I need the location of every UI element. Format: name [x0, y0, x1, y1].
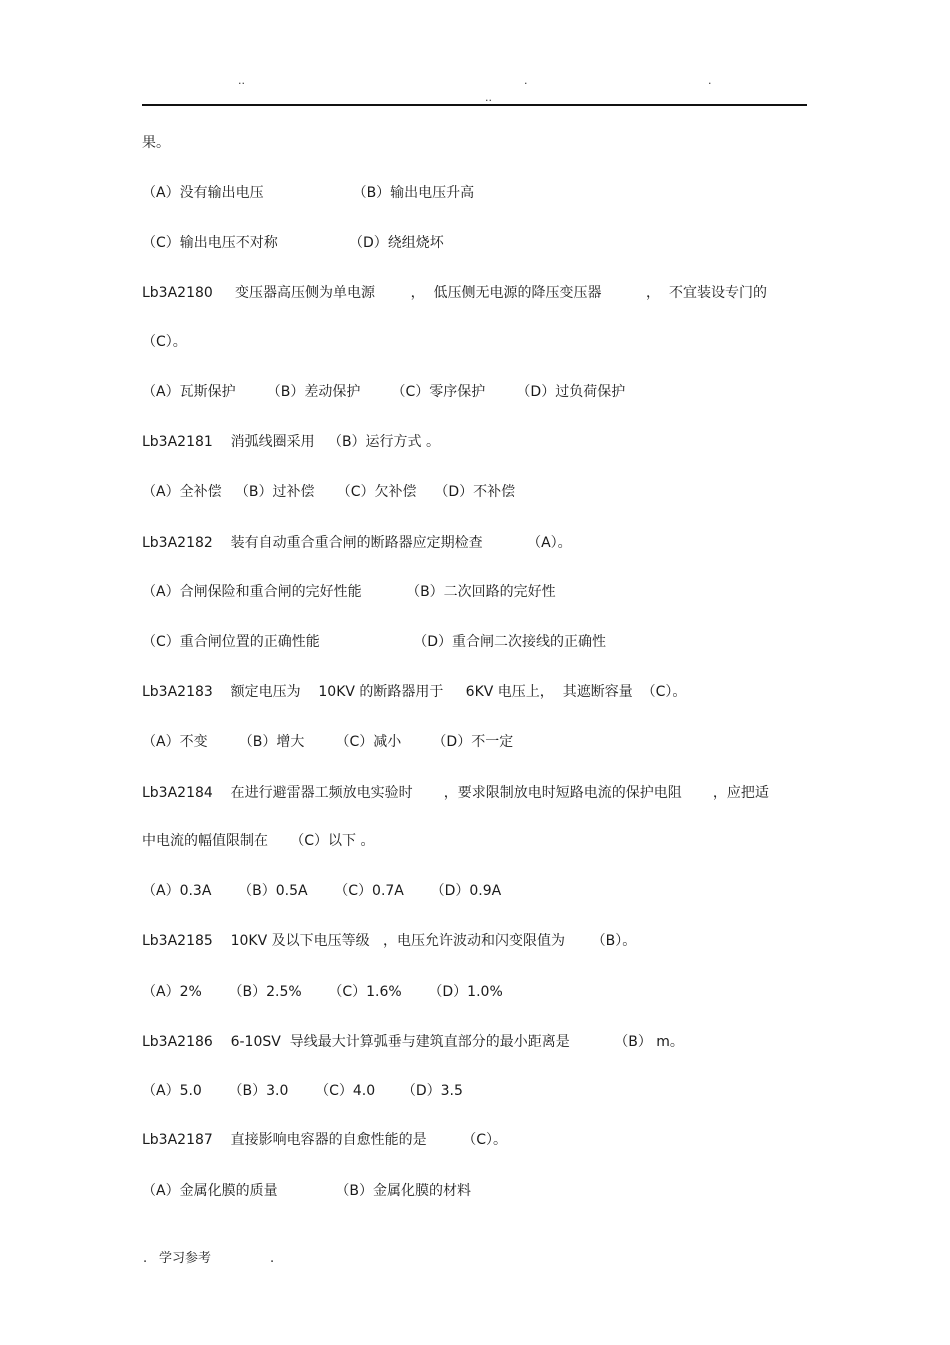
header-mark-left: ..: [238, 74, 245, 87]
text-line: （C）重合闸位置的正确性能 （D）重合闸二次接线的正确性: [142, 634, 607, 650]
text-line: 果。: [142, 135, 170, 151]
text-line: （A）合闸保险和重合闸的完好性能 （B）二次回路的完好性: [142, 584, 556, 600]
header-mark-right: .: [708, 74, 712, 87]
footer-text: 学习参考: [159, 1251, 212, 1266]
question-line: Lb3A2186 6-10SV 导线最大计算弧垂与建筑直部分的最小距离是 （B） m。: [142, 1034, 684, 1050]
text-line: （A）金属化膜的质量 （B）金属化膜的材料: [142, 1183, 472, 1199]
question-line: Lb3A2183 额定电压为 10KV 的断路器用于 6KV 电压上， 其遮断容量 （C）。: [142, 684, 687, 700]
text-line: （A）没有输出电压 （B）输出电压升高: [142, 185, 475, 201]
header-rule: [142, 104, 807, 106]
question-line: Lb3A2181 消弧线圈采用 （B）运行方式 。: [142, 434, 441, 450]
footer-dot-left: .: [143, 1251, 148, 1266]
header-mark-lower: ..: [485, 91, 492, 104]
text-line: （A）0.3A （B）0.5A （C）0.7A （D）0.9A: [142, 883, 502, 899]
question-line: Lb3A2180 变压器高压侧为单电源 ， 低压侧无电源的降压变压器 ， 不宜装设专门的: [142, 285, 767, 301]
question-line: Lb3A2187 直接影响电容器的自愈性能的是 （C）。: [142, 1132, 507, 1148]
text-line: （A）5.0 （B）3.0 （C）4.0 （D）3.5: [142, 1083, 463, 1099]
text-line: （A）不变 （B）增大 （C）减小 （D）不一定: [142, 734, 514, 750]
question-line: Lb3A2184 在进行避雷器工频放电实验时 ，要求限制放电时短路电流的保护电阻 ，应把适: [142, 785, 769, 801]
text-line: （A）2% （B）2.5% （C）1.6% （D）1.0%: [142, 984, 503, 1000]
footer-dot-right: .: [270, 1251, 275, 1266]
question-line: Lb3A2182 装有自动重合重合闸的断路器应定期检查 （A）。: [142, 535, 572, 551]
text-line: （A）瓦斯保护 （B）差动保护 （C）零序保护 （D）过负荷保护: [142, 384, 626, 400]
question-line: Lb3A2185 10KV 及以下电压等级 ，电压允许波动和闪变限值为 （B）。: [142, 933, 637, 949]
text-line: （C）。: [142, 334, 187, 350]
text-line: （C）输出电压不对称 （D）绕组烧坏: [142, 235, 444, 251]
text-line: （A）全补偿 （B）过补偿 （C）欠补偿 （D）不补偿: [142, 484, 516, 500]
text-line: 中电流的幅值限制在 （C）以下 。: [142, 833, 375, 849]
header-mark-center: .: [524, 74, 528, 87]
